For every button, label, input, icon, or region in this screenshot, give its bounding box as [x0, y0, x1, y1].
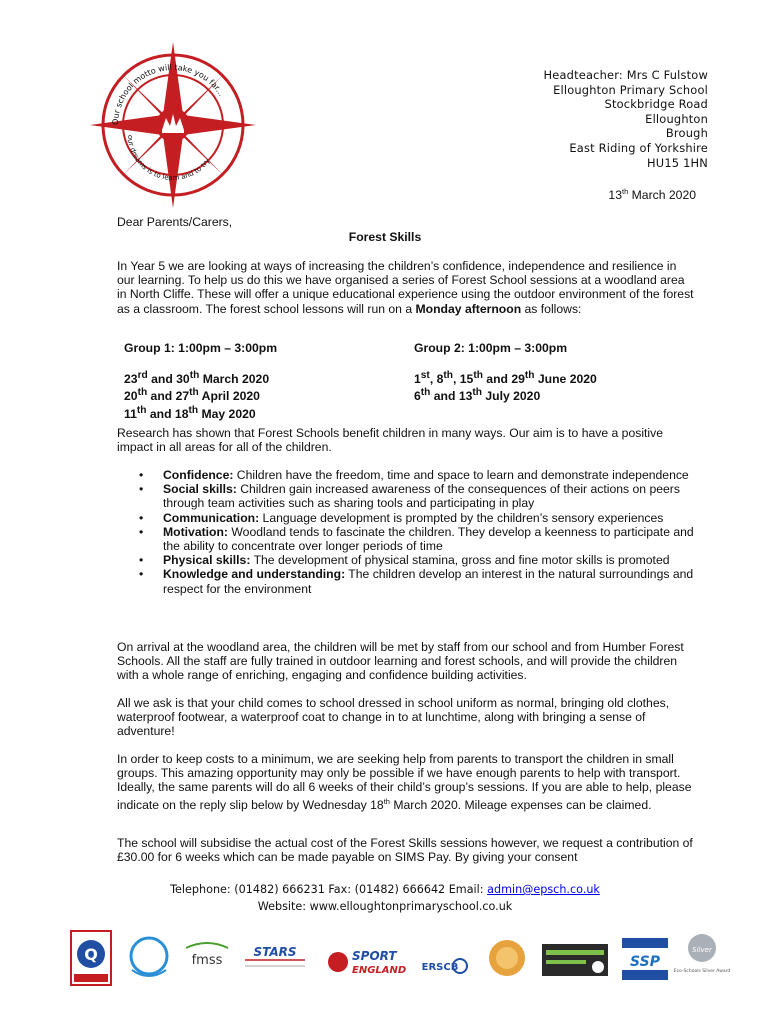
- group-2-dates-june: 1st, 8th, 15th and 29th June 2020: [414, 370, 597, 387]
- benefit-communication: • Communication: Language development is prompted by the children’s sensory experiences: [117, 511, 707, 525]
- svg-text:Q: Q: [84, 945, 98, 964]
- logo-motto-inner: our dreams is to learn and to try: [125, 134, 212, 183]
- ssp-badge: [620, 930, 670, 986]
- quality-mark-badge: [70, 930, 112, 986]
- group-2-heading: Group 2: 1:00pm – 3:00pm: [414, 341, 568, 355]
- benefit-physical-skills: • Physical skills: The development of physical stamina, gross and fine motor skills is promoted: [117, 553, 707, 567]
- address-road: Stockbridge Road: [604, 97, 708, 112]
- intro-paragraph: In Year 5 we are looking at ways of increasing the children’s confidence, independence and resilience in our learning. To help us do this we have organised a series of Forest School sessions at a woodland area in North Cliffe. These will offer a unique educational experience using the outdoor environment of the forest as a classroom. The forest school lessons will run on a Monday afternoon as follows:: [117, 259, 694, 316]
- fmss-badge: [178, 930, 236, 986]
- footer-phone: Telephone: (01482) 666231 Fax: (01482) 666642 Email:: [170, 883, 488, 896]
- benefit-motivation: • Motivation: Woodland tends to fascinate the children. They develop a keenness to participate and the ability to concentrate over longer periods of time: [117, 525, 707, 553]
- svg-text:Silver: Silver: [692, 946, 712, 954]
- research-paragraph: Research has shown that Forest Schools benefit children in many ways. Our aim is to have a positive impact in all areas for all of the children.: [117, 426, 663, 455]
- benefit-social-skills: • Social skills: Children gain increased awareness of the consequences of their actions on peers through team activities such as sharing tools and participating in play: [117, 482, 707, 510]
- transport-paragraph: In order to keep costs to a minimum, we are seeking help from parents to transport the children in small groups. This amazing opportunity may only be possible if we have enough parents to help with transport. Ideally, the same parents will do all 6 weeks of their child’s group’s sessions. If you are able to help, please indicate on the reply slip below by Wednesday 18th March 2020. Mileage expenses can be claimed.: [117, 752, 692, 812]
- address-county: East Riding of Yorkshire: [569, 140, 708, 155]
- green-school-badge: [540, 930, 610, 986]
- salutation: Dear Parents/Carers,: [117, 215, 233, 229]
- erscb-badge: [414, 930, 470, 986]
- group-1: [124, 341, 384, 421]
- sport-england-badge: [326, 930, 408, 986]
- logo-motto-outer: Our school motto will take you far...: [110, 62, 227, 126]
- group-1-dates-april: 20th and 27th April 2020: [124, 387, 260, 404]
- address-town: Brough: [665, 126, 708, 141]
- address-postcode: HU15 1HN: [647, 155, 708, 170]
- group-2: [414, 341, 674, 404]
- healthy-schools-badge: [120, 930, 178, 986]
- svg-text:SPORT: SPORT: [352, 949, 397, 963]
- footer-website: Website: www.elloughtonprimaryschool.co.uk: [257, 900, 513, 913]
- school-address: [543, 68, 708, 170]
- headteacher-line: Headteacher: Mrs C Fulstow: [543, 68, 708, 82]
- address-village: Elloughton: [645, 111, 708, 126]
- svg-text:ERSCB: ERSCB: [421, 962, 459, 973]
- svg-text:Eco-Schools Silver Award: Eco-Schools Silver Award: [673, 969, 731, 974]
- benefits-list: [117, 468, 707, 596]
- cost-paragraph: The school will subsidise the actual cost of the Forest Skills sessions however, we request a contribution of £30.00 for 6 weeks which can be made payable on SIMS Pay. By giving your consent: [117, 836, 693, 865]
- group-1-heading: Group 1: 1:00pm – 3:00pm: [124, 341, 278, 355]
- email-link[interactable]: admin@epsch.co.uk: [487, 883, 600, 896]
- eco-schools-silver-badge: [673, 930, 731, 986]
- group-1-dates-may: 11th and 18th May 2020: [124, 404, 256, 421]
- svg-text:fmss: fmss: [191, 953, 223, 968]
- benefit-knowledge: • Knowledge and understanding: The children develop an interest in the natural surroundings and respect for the environment: [117, 567, 707, 595]
- school-name: Elloughton Primary School: [553, 82, 708, 97]
- group-1-dates-march: 23rd and 30th March 2020: [124, 370, 270, 387]
- group-2-dates-july: 6th and 13th July 2020: [414, 387, 541, 404]
- gold-award-badge: [486, 930, 528, 986]
- svg-text:STARS: STARS: [253, 945, 297, 959]
- benefit-confidence: • Confidence: Children have the freedom, time and space to learn and demonstrate independence: [117, 468, 707, 482]
- school-logo: [88, 40, 258, 210]
- letter-title: Forest Skills: [348, 230, 422, 244]
- stars-badge: [240, 930, 310, 986]
- svg-text:SSP: SSP: [630, 954, 660, 970]
- clothing-paragraph: All we ask is that your child comes to school dressed in school uniform as normal, bringing old clothes, waterproof footwear, a waterproof coat to change in to at lunchtime, along with bringing a sense of adventure!: [117, 696, 670, 739]
- letter-date: 13th March 2020: [608, 187, 696, 203]
- footer-contact: [0, 881, 770, 915]
- arrival-paragraph: On arrival at the woodland area, the children will be met by staff from our school and from Humber Forest Schools. All the staff are fully trained in outdoor learning and forest schools, and will provide the children with a whole range of enriching, engaging and confidence building activities.: [117, 640, 684, 683]
- svg-text:ENGLAND: ENGLAND: [352, 965, 407, 976]
- accreditation-badges: [68, 930, 731, 988]
